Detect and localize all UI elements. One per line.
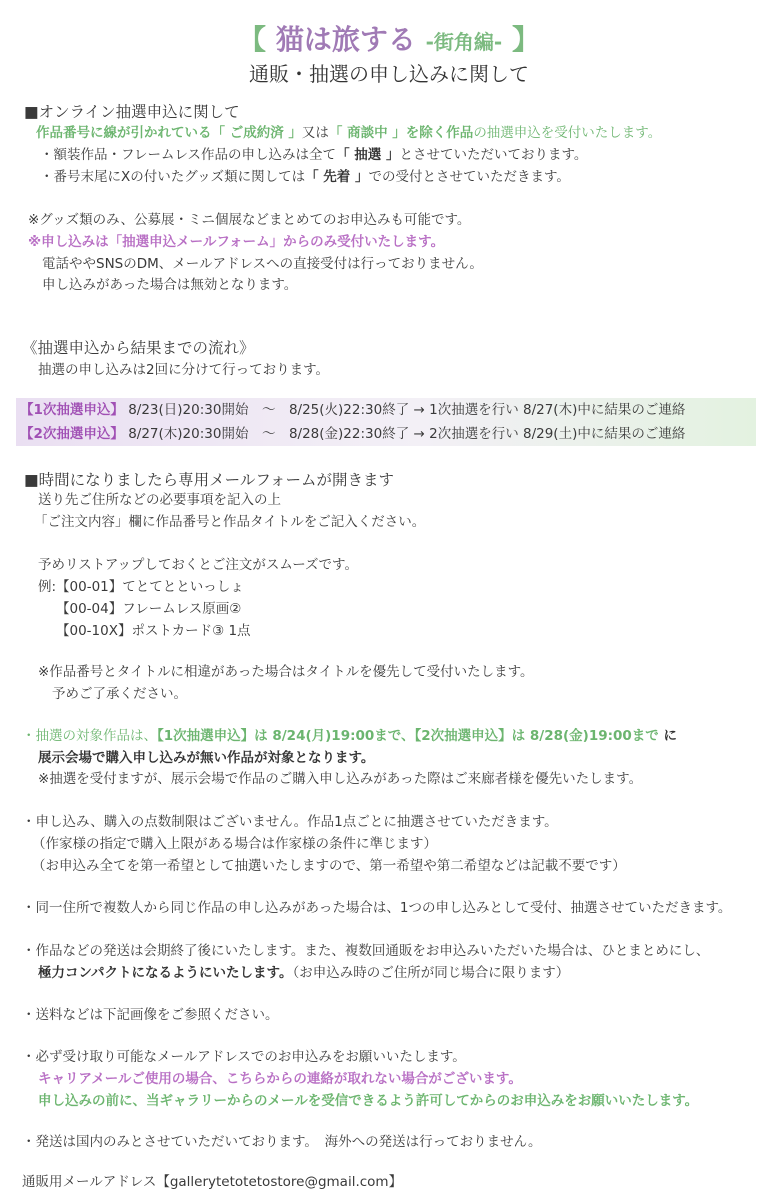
limit-line2: （作家様の指定で購入上限がある場合は作家様の条件に準じます）: [32, 836, 437, 852]
domestic-only: ・発送は国内のみとさせていただいております。 海外への発送は行っておりません。: [22, 1134, 542, 1150]
online-line2: ・額装作品・フレームレス作品の申し込みは全て「 抽選 」とさせていただいております。: [40, 147, 588, 163]
flow-row-2: 【2次抽選申込】 8/27(木)20:30開始 ～ 8/28(金)22:30終了 → 2次抽選を行い 8/29(土)中に結果のご連絡: [16, 422, 756, 446]
page-subtitle: 通販・抽選の申し込みに関して: [249, 62, 529, 86]
mail-line3: 申し込みの前に、当ギャラリーからのメールを受信できるよう許可してからのお申込みをお願いいたします。: [38, 1093, 699, 1109]
mail-line1: ・必ず受け取り可能なメールアドレスでのお申込みをお願いいたします。: [22, 1049, 466, 1065]
form-line1: 送り先ご住所などの必要事項を記入の上: [38, 492, 281, 508]
form-line2: 「ご注文内容」欄に作品番号と作品タイトルをご記入ください。: [34, 514, 426, 530]
fee-line: ・送料などは下記画像をご参照ください。: [22, 1007, 279, 1023]
note-goods: ※グッズ類のみ、公募展・ミニ個展などまとめてのお申込みも可能です。: [28, 212, 471, 228]
note-no-direct: 電話ややSNSのDM、メールアドレスへの直接受付は行っておりません。: [42, 256, 483, 272]
target-line2: 展示会場で購入申し込みが無い作品が対象となります。: [38, 750, 375, 766]
target-line3: ※抽選を受付ますが、展示会場で作品のご購入申し込みがあった際はご来廊者様を優先いたします。: [38, 771, 643, 787]
example-3: 【00-10X】ポストカード③ 1点: [56, 623, 251, 639]
limit-line1: ・申し込み、購入の点数制限はございません。作品1点ごとに抽選させていただきます。: [22, 814, 558, 830]
example-2: 【00-04】フレームレス原画②: [56, 601, 242, 617]
mail-line2: キャリアメールご使用の場合、こちらからの連絡が取れない場合がございます。: [38, 1071, 522, 1087]
note-form-only: ※申し込みは「抽選申込メールフォーム」からのみ受付いたします。: [28, 234, 445, 250]
online-line3: ・番号末尾にXの付いたグッズ類に関しては「 先着 」での受付とさせていただきます。: [40, 169, 570, 185]
target-line1: ・抽選の対象作品は、【1次抽選申込】は 8/24(月)19:00まで、【2次抽選申込】は 8/28(金)19:00まで に: [22, 728, 677, 744]
shipping-line1: ・作品などの発送は会期終了後にいたします。また、複数回通販をお申込みいただいた場合は、ひとまとめにし、: [22, 943, 710, 959]
contact-email[interactable]: 通販用メールアドレス【gallerytetotetostore@gmail.com】: [22, 1174, 403, 1190]
form-line3: 予めリストアップしておくとご注文がスムーズです。: [38, 557, 358, 573]
form-note2: 予めご了承ください。: [52, 686, 187, 702]
form-note1: ※作品番号とタイトルに相違があった場合はタイトルを優先して受付いたします。: [38, 664, 534, 680]
form-heading: ■時間になりましたら専用メールフォームが開きます: [24, 471, 395, 489]
shipping-line2: 極力コンパクトになるようにいたします。（お申込み時のご住所が同じ場合に限ります）: [38, 965, 570, 981]
note-invalid: 申し込みがあった場合は無効となります。: [42, 277, 298, 293]
online-heading: ■オンライン抽選申込に関して: [24, 103, 240, 121]
flow-intro: 抽選の申し込みは2回に分けて行っております。: [38, 362, 330, 378]
flow-heading: 《抽選申込から結果までの流れ》: [22, 339, 255, 357]
online-line1: 作品番号に線が引かれている「 ご成約済 」又は「 商談中 」を除く作品の抽選申込を受付いたします。: [36, 125, 662, 141]
flow-row-1: 【1次抽選申込】 8/23(日)20:30開始 ～ 8/25(火)22:30終了 → 1次抽選を行い 8/27(木)中に結果のご連絡: [16, 398, 756, 422]
limit-line3: （お申込み全てを第一希望として抽選いたしますので、第一希望や第二希望などは記載不要です）: [32, 858, 626, 874]
page-title: 【 猫は旅する -街角編- 】: [238, 23, 540, 56]
example-1: 例:【00-01】てとてとといっしょ: [38, 579, 244, 595]
same-address: ・同一住所で複数人から同じ作品の申し込みがあった場合は、1つの申し込みとして受付、抽選させていただきます。: [22, 900, 732, 916]
